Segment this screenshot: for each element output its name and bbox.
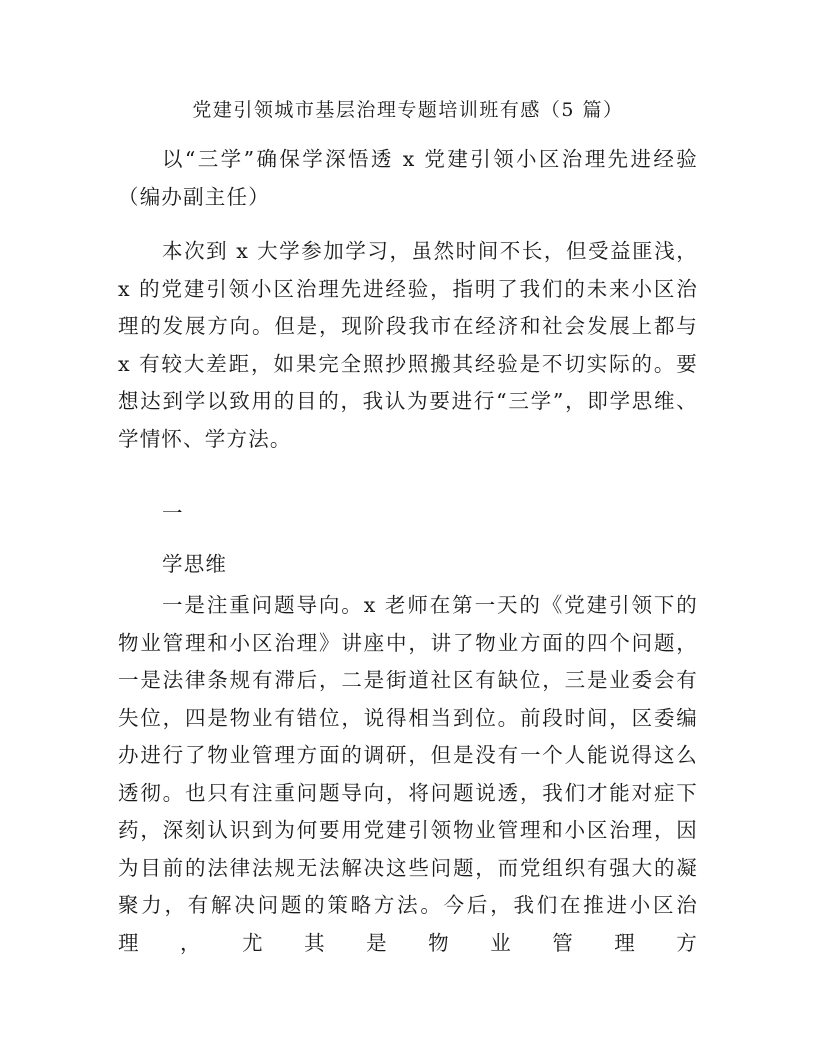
document-subtitle: 以“三学”确保学深悟透 x 党建引领小区治理先进经验（编办副主任） [118, 147, 698, 209]
document-title: 党建引领城市基层治理专题培训班有感（5 篇） [192, 99, 624, 121]
section-heading: 学思维 [162, 552, 228, 576]
section-number: 一 [162, 501, 184, 525]
paragraph-intro: 本次到 x 大学参加学习，虽然时间不长，但受益匪浅，x 的党建引领小区治理先进经验，指明了我们的未来小区治理的发展方向。但是，现阶段我市在经济和社会发展上都与 x 有较大差距，如果完全照抄照搬其经验是不切实际的。要想达到学以致用的目的，我认为要进行“三学”，即学思维、学情怀、学方法。 [118, 239, 698, 451]
paragraph-problem-orientation: 一是注重问题导向。x 老师在第一天的《党建引领下的物业管理和小区治理》讲座中，讲了物业方面的四个问题，一是法律条规有滞后，二是街道社区有缺位，三是业委会有失位，四是物业有错位，说得相当到位。前段时间，区委编办进行了物业管理方面的调研，但是没有一个人能说得这么透彻。也只有注重问题导向，将问题说透，我们才能对症下药，深刻认识到为何要用党建引领物业管理和小区治理，因为目前的法律法规无法解决这些问题，而党组织有强大的凝聚力，有解决问题的策略方法。今后，我们在推进小区治理，尤其是物业管理方 [118, 593, 698, 955]
